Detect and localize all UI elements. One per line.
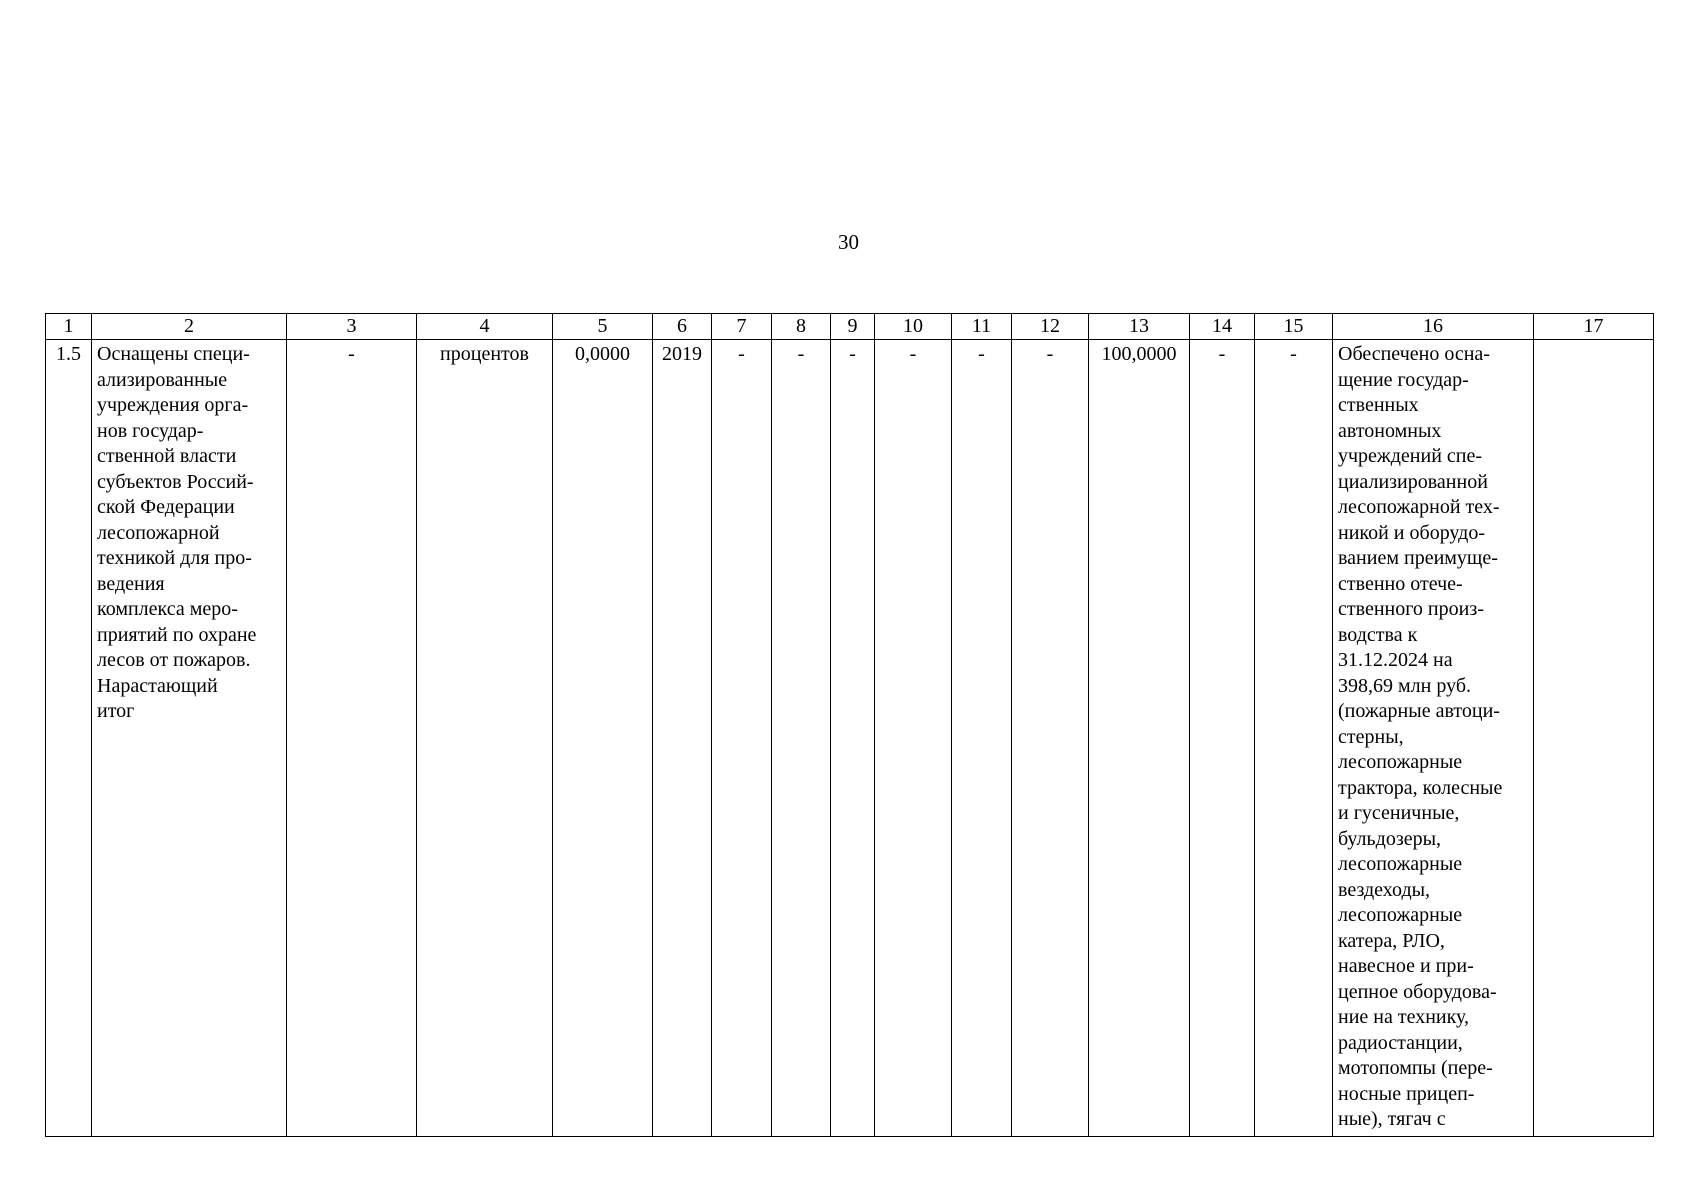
row-number-cell: 1.5 [46,340,92,1137]
column-number: 11 [952,314,1012,340]
col8-cell: - [772,340,831,1137]
col15-cell: - [1255,340,1333,1137]
column-number: 2 [92,314,287,340]
result-description-cell: Обеспечено осна- щение государ- ственных автономных учреждений спе- циализированной лесопожарной тех- никой и оборудо- ванием преимуще- ственно отече- ственного произ- водства к 31.12.2024 на 398,69 млн руб. (пожарные автоци- стерны, лесопожарные трактора, колесные и гусеничные, бульдозеры, лесопожарные вездеходы, лесопожарные катера, РЛО, навесное и при- цепное оборудова- ние на технику, радиостанции, мотопомпы (пере- носные прицеп- ные), тягач с [1333,340,1534,1137]
column-number: 1 [46,314,92,340]
col3-cell: - [287,340,417,1137]
column-number-row [46,314,1654,340]
col13-cell: 100,0000 [1089,340,1190,1137]
column-number: 12 [1012,314,1089,340]
col11-cell: - [952,340,1012,1137]
col12-cell: - [1012,340,1089,1137]
page-number: 30 [838,230,859,254]
indicator-name-cell: Оснащены специ- ализированные учреждения орга- нов государ- ственной власти субъектов Россий- ской Федерации лесопожарной техникой для про- ведения комплекса меро- приятий по охране лесов от пожаров. Нарастающий итог [92,340,287,1137]
column-number: 13 [1089,314,1190,340]
base-year-cell: 2019 [653,340,712,1137]
unit-cell: процентов [417,340,553,1137]
column-number: 4 [417,314,553,340]
col10-cell: - [875,340,952,1137]
col17-cell [1534,340,1654,1137]
table-row [46,340,1654,1137]
column-number: 15 [1255,314,1333,340]
column-number: 8 [772,314,831,340]
column-number: 17 [1534,314,1654,340]
column-number: 3 [287,314,417,340]
indicators-table [45,313,1654,1137]
column-number: 7 [712,314,772,340]
column-number: 5 [553,314,653,340]
col7-cell: - [712,340,772,1137]
column-number: 6 [653,314,712,340]
col14-cell: - [1190,340,1255,1137]
column-number: 10 [875,314,952,340]
col9-cell: - [831,340,875,1137]
column-number: 9 [831,314,875,340]
column-number: 16 [1333,314,1534,340]
base-value-cell: 0,0000 [553,340,653,1137]
column-number: 14 [1190,314,1255,340]
